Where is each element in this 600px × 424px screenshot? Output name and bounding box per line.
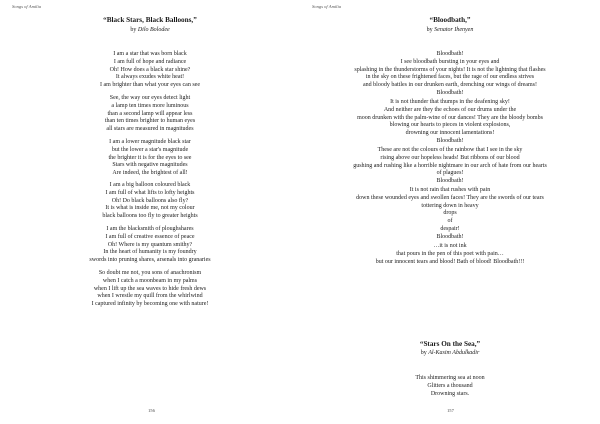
poem-line: when I lift up the sea waves to hide fresh dews: [93, 285, 207, 292]
poem-line: Drowning stars.: [430, 390, 470, 397]
poem-byline: [0, 27, 300, 33]
poem-author: Dilo Bolodee: [137, 27, 170, 33]
poem-line: than ten times brighter to human eyes: [104, 118, 196, 125]
right-page: [300, 0, 600, 424]
poem-line: It is what is inside me, not my colour: [105, 205, 195, 212]
poem-line: Bloodbath!: [436, 51, 464, 57]
poem-stanza: [300, 243, 600, 266]
running-head: Songs of Amilia: [312, 4, 342, 9]
poem-line: I am a lower magnitude black star: [109, 139, 191, 145]
poem-line: In the heart of humanity is my foundry: [103, 249, 197, 256]
poem-line: Stars with negative magnitudes: [112, 162, 188, 169]
poem-title: “Black Stars, Black Balloons,”: [103, 16, 197, 24]
poem-line: Oh! How does a black star shine?: [109, 66, 191, 73]
poem-line: I am a big balloon coloured black: [109, 182, 191, 188]
poem-line: when I catch a moonbeam in my palms: [102, 277, 198, 284]
poem-stanza: [300, 375, 600, 398]
byline-prefix: by: [426, 27, 433, 33]
poem-line: I am full of hope and radiance: [113, 58, 187, 65]
poem-line: So doubt me not, you sons of anachronism: [98, 270, 202, 276]
poem-line: I am full of creative essence of peace: [105, 233, 195, 240]
poem-line: splashing in the thunderstorms of your nights! It is not the lightning that flashes: [354, 66, 546, 73]
poem-line: in the sky on these frightened faces, but the rage of our endless strives: [365, 74, 535, 81]
poem-byline: [300, 350, 600, 356]
poem-stanza: [300, 147, 600, 186]
poem-line: rising above our hopeless heads! But ribbons of our blood: [380, 154, 520, 161]
poem-line: Are indeed, the brightest of all!: [112, 170, 188, 176]
poem-author: Senator Ihenyen: [434, 27, 474, 33]
poem-line: Bloodbath!: [436, 178, 464, 185]
poem-line: drops: [443, 210, 457, 217]
poem-stanza: [0, 139, 300, 178]
poem-line: all stars are measured in magnitudes: [106, 126, 194, 132]
poem-stanza: [0, 270, 300, 309]
poem-line: black balloons too fly to greater heights: [102, 213, 198, 219]
poem-line: blowing our hearts to pieces in violent explosions,: [389, 122, 511, 129]
poem-stanza: [300, 51, 600, 98]
byline-prefix: by: [420, 350, 427, 356]
poem-line: Glitters a thousand: [427, 382, 473, 389]
poem-line: of plagues!: [436, 170, 464, 177]
poem-line: …it is not ink: [433, 243, 467, 249]
poem-line: See, the way our eyes detect light: [109, 95, 191, 101]
poem-stanza: [0, 226, 300, 265]
poem-line: I am the blacksmith of ploughshares: [106, 226, 194, 232]
poem-line: but the lower a star's magnitude: [111, 146, 189, 153]
poem-line: Bloodbath!: [436, 89, 464, 96]
poem-line: Bloodbath!: [436, 233, 464, 240]
poem-author: Al-Kasim Abdulkadir: [428, 350, 480, 356]
poem-stanza: [300, 99, 600, 146]
poem-byline: [300, 27, 600, 33]
poem-line: It always exudes white heat!: [115, 74, 185, 81]
poem-line: It is not thunder that thumps in the deafening sky!: [390, 99, 510, 105]
poem-stanza: [0, 182, 300, 221]
poem-line: I captured infinity by becoming one with nature!: [91, 301, 209, 307]
poem-line: And neither are they the echoes of our drums under the: [383, 106, 517, 113]
poem-line: despair!: [440, 225, 460, 232]
poem-line: down these wounded eyes and swollen faces! They are the swords of our tears: [356, 194, 544, 201]
poem-line: These are not the colours of the rainbow that I see in the sky: [377, 147, 523, 153]
poem-title: “Bloodbath,”: [429, 16, 471, 24]
poem-line: I am a star that was born black: [113, 51, 187, 57]
poem-line: Oh! Do black balloons also fly?: [111, 197, 189, 204]
poem-line: It is not rain that rushes with pain: [409, 187, 491, 193]
poem-title: “Stars On the Sea,”: [419, 340, 481, 348]
poem-line: Oh! Where is my quantum smithy?: [107, 241, 193, 248]
poem-line: moon drunken with the palm-wine of our dances! They are the bloody bombs: [357, 114, 543, 121]
poem-line: but our innocent tears and blood! Bath of blood! Bloodbath!!!: [375, 258, 525, 265]
poem-line: that pours in the pen of this poet with pain…: [396, 250, 504, 257]
poem-stanza: [0, 51, 300, 90]
poem-line: when I wrestle my quill from the whirlwind: [97, 293, 203, 300]
poem-line: drowning our innocent lamentations!: [405, 130, 495, 137]
poem-line: of: [447, 218, 453, 225]
poem-line: a lamp ten times more luminous: [111, 102, 189, 109]
poem-line: tottering down in heavy: [421, 202, 479, 209]
poem-line: swords into pruning shares, arsenals into granaries: [89, 257, 211, 263]
poem-line: I see bloodbath bursting in your eyes and: [400, 58, 500, 65]
byline-prefix: by: [130, 27, 137, 33]
poem-line: This shimmering sea at noon: [415, 375, 485, 381]
poem-stanza: [0, 95, 300, 134]
poem-line: the brighter it is for the eyes to see: [108, 154, 192, 161]
poem-line: I am brighter than what your eyes can see: [100, 82, 200, 88]
page-number: 157: [447, 408, 454, 413]
running-head: Songs of Amilia: [12, 4, 42, 9]
poem-line: Bloodbath!: [436, 137, 464, 144]
poem-line: gushing and rushing like a horrible nightmare in our arch of hate from our hearts: [353, 162, 547, 169]
page-number: 156: [148, 408, 155, 413]
poem-line: and bloody battles in our drunken earth, drenching our wings of dreams!: [363, 82, 537, 89]
poem-line: I am full of what lifts to lofty heights: [105, 189, 195, 196]
poem-stanza: [300, 187, 600, 242]
poem-line: than a second lamp will appear less: [107, 110, 193, 117]
